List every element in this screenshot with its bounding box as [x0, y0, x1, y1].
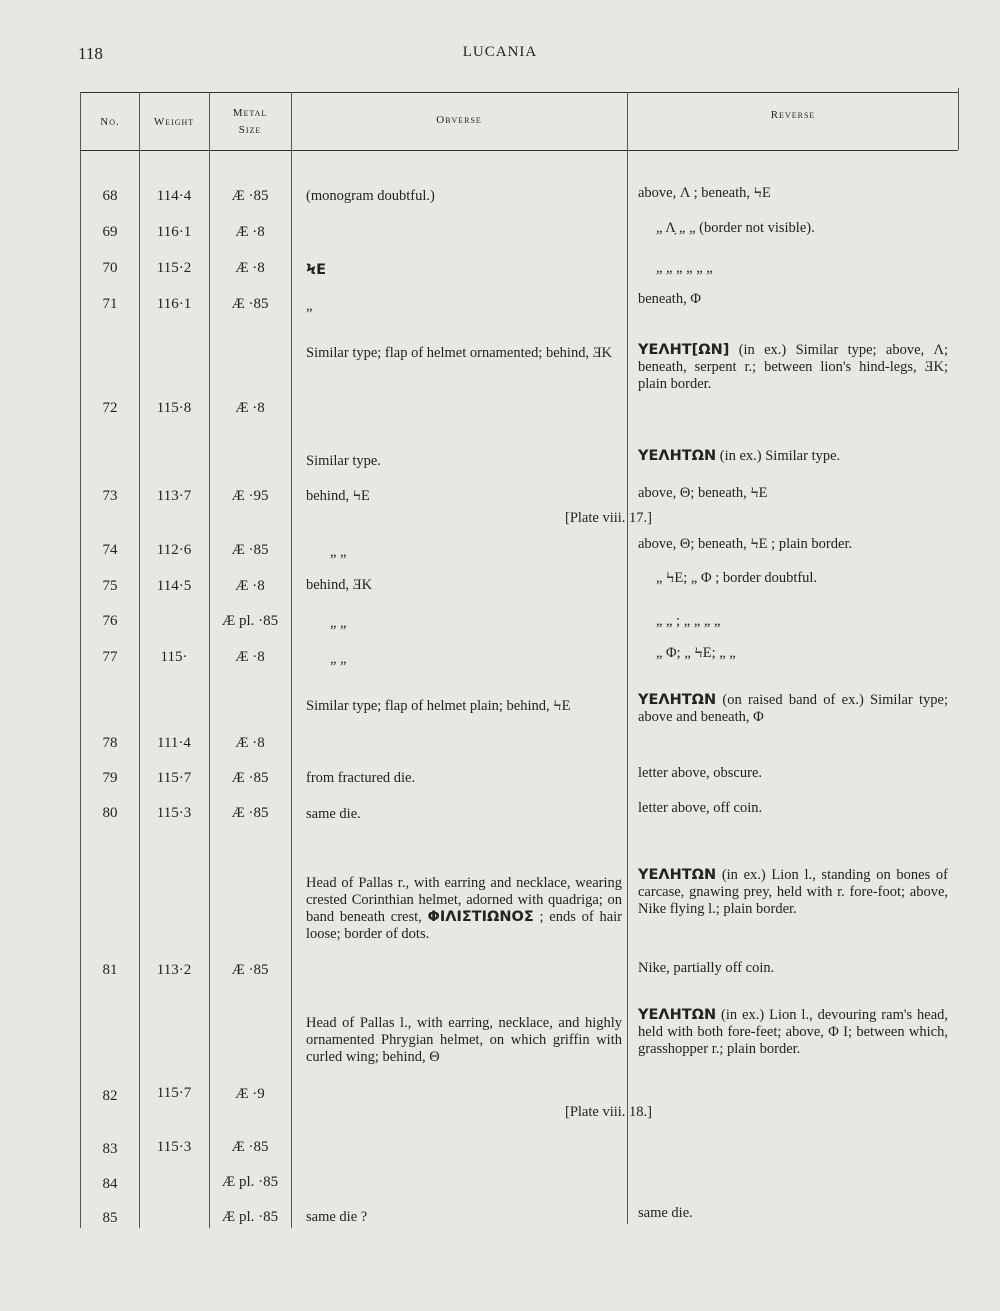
row-no: 81	[102, 962, 118, 978]
column-rule-metal	[291, 92, 292, 1228]
row-no: 85	[102, 1210, 118, 1226]
obverse-74: „ „	[330, 544, 347, 560]
row-metal: Æ pl. ·85	[221, 613, 279, 629]
row-no: 68	[102, 188, 118, 204]
obverse-73: behind, ϞΕ	[306, 488, 370, 504]
row-no: 80	[102, 805, 118, 821]
table-top-rule	[80, 92, 958, 93]
row-weight: 115·2	[156, 260, 192, 276]
page-number: 118	[78, 44, 103, 63]
reverse-72	[638, 342, 948, 393]
reverse-81-legend: ΥΕΛΗΤΩΝ	[638, 867, 717, 883]
row-metal: Æ ·8	[235, 224, 265, 240]
row-metal: Æ ·9	[235, 1086, 265, 1102]
obverse-76: „ „	[330, 615, 347, 631]
row-weight: 115·	[160, 649, 188, 665]
reverse-85: same die.	[638, 1205, 693, 1221]
header-no: No.	[100, 116, 120, 128]
row-weight: 115·7	[156, 1085, 192, 1101]
reverse-71: beneath, Φ	[638, 291, 701, 307]
row-weight: 115·3	[156, 805, 192, 821]
column-rule-left	[80, 92, 81, 1228]
reverse-76: „ „ ; „ „ „ „	[656, 613, 721, 629]
row-weight: 116·1	[156, 224, 192, 240]
reverse-69: „ Λ̣ „ „ (border not visible).	[656, 220, 815, 236]
reverse-79: letter above, obscure.	[638, 765, 763, 781]
obverse-81-legend: ΦΙΛΙΣΤΙΩΝΟΣ	[427, 909, 534, 925]
reverse-81-text: (in ex.) Lion l., standing on bones of carcase, gnawing prey, held with r. fore-foot; above, Nike flying l.; plain border.	[638, 867, 948, 917]
header-metal: Metal	[232, 107, 268, 119]
reverse-78-legend: ΥΕΛΗΤΩΝ	[638, 692, 717, 708]
row-weight: 113·7	[156, 488, 192, 504]
row-metal: Æ ·85	[231, 296, 269, 312]
row-no: 71	[102, 296, 118, 312]
obverse-77: „ „	[330, 651, 347, 667]
row-metal: Æ ·8	[235, 735, 265, 751]
row-no: 78	[102, 735, 118, 751]
row-no: 83	[102, 1141, 118, 1157]
obverse-81	[306, 875, 622, 943]
reverse-75: „ ϞΕ; „ Φ ; border doubtful.	[656, 570, 818, 586]
row-no: 70	[102, 260, 118, 276]
header-size: Size	[238, 124, 262, 136]
obverse-81-text: Head of Pallas r., with earring and necklace, wearing crested Corinthian helmet, adorned with quadriga; on band beneath crest,	[306, 875, 622, 925]
obverse-73-type: Similar type.	[306, 453, 381, 469]
row-weight: 114·5	[156, 578, 192, 594]
obverse-81-text-end: ; ends of hair loose; border of dots.	[306, 909, 622, 942]
row-metal: Æ pl. ·85	[221, 1174, 279, 1190]
row-no: 82	[102, 1088, 118, 1104]
row-no: 84	[102, 1176, 118, 1192]
obverse-70: ϞΕ	[306, 262, 327, 278]
reverse-77: „ Φ; „ ϞΕ; „ „	[656, 645, 736, 661]
reverse-73-type	[638, 448, 948, 465]
obverse-82: Head of Pallas l., with earring, necklace, and highly ornamented Phrygian helmet, on which griffin with curled wing; behind, Θ	[306, 1015, 622, 1065]
reverse-74: above, Θ; beneath, ϞΕ ; plain border.	[638, 536, 853, 552]
row-weight: 115·8	[156, 400, 192, 416]
reverse-72-text: (in ex.) Similar type; above, Λ; beneath, serpent r.; between lion's hind-legs, ƎΚ; plain border.	[638, 342, 949, 392]
row-weight: 113·2	[156, 962, 192, 978]
row-metal: Æ ·8	[235, 578, 265, 594]
row-metal: Æ ·85	[231, 805, 269, 821]
table-header-rule	[80, 150, 958, 151]
row-weight: 112·6	[156, 542, 192, 558]
row-no: 73	[102, 488, 118, 504]
reverse-73-legend: ΥΕΛΗΤΩΝ	[638, 448, 717, 464]
obverse-79: from fractured die.	[306, 770, 416, 786]
plate-reference: [Plate viii. 18.]	[565, 1104, 652, 1120]
obverse-68: (monogram doubtful.)	[306, 188, 435, 204]
row-weight: 115·7	[156, 770, 192, 786]
reverse-78	[638, 692, 948, 726]
reverse-72-legend: ΥΕΛΗΤ[ΩΝ]	[638, 342, 730, 358]
reverse-82-text: (in ex.) Lion l., devouring ram's head, held with both fore-feet; above, Φ Ι; between which, grasshopper r.; plain border.	[638, 1007, 949, 1057]
row-metal: Æ ·8	[235, 400, 265, 416]
row-no: 74	[102, 542, 118, 558]
reverse-81	[638, 867, 948, 918]
row-metal: Æ ·85	[231, 542, 269, 558]
reverse-78-text: (on raised band of ex.) Similar type; above and beneath, Φ	[638, 692, 948, 725]
row-weight: 114·4	[156, 188, 192, 204]
row-no: 75	[102, 578, 118, 594]
reverse-80: letter above, off coin.	[638, 800, 763, 816]
row-no: 79	[102, 770, 118, 786]
row-metal: Æ ·8	[235, 260, 265, 276]
running-head: LUCANIA	[462, 44, 538, 60]
row-no: 69	[102, 224, 118, 240]
header-obverse: Obverse	[436, 114, 482, 126]
row-metal: Æ ·8	[235, 649, 265, 665]
obverse-75: behind, ƎΚ	[306, 577, 373, 593]
row-no: 72	[102, 400, 118, 416]
obverse-71: „	[306, 298, 313, 314]
header-weight: Weight	[153, 116, 195, 128]
obverse-72: Similar type; flap of helmet ornamented; behind, ƎΚ	[306, 345, 613, 361]
header-reverse: Reverse	[770, 109, 816, 121]
obverse-78: Similar type; flap of helmet plain; behind, ϞΕ	[306, 698, 571, 714]
row-metal: Æ pl. ·85	[221, 1209, 279, 1225]
reverse-73: above, Θ; beneath, ϞΕ	[638, 485, 768, 501]
row-weight: 115·3	[156, 1139, 192, 1155]
plate-reference: [Plate viii. 17.]	[565, 510, 652, 526]
reverse-82	[638, 1007, 948, 1058]
obverse-80: same die.	[306, 806, 361, 822]
reverse-73-type-text: (in ex.) Similar type.	[719, 448, 841, 464]
reverse-70: „ „ „ „ „ „	[656, 260, 713, 276]
row-metal: Æ ·85	[231, 1139, 269, 1155]
row-metal: Æ ·85	[231, 770, 269, 786]
reverse-82-legend: ΥΕΛΗΤΩΝ	[638, 1007, 717, 1023]
row-no: 76	[102, 613, 118, 629]
row-metal: Æ ·85	[231, 188, 269, 204]
reverse-81-note: Nike, partially off coin.	[638, 960, 775, 976]
row-weight: 111·4	[157, 735, 191, 751]
obverse-85: same die ?	[306, 1209, 368, 1225]
reverse-68: above, Λ ; beneath, ϞΕ	[638, 185, 771, 201]
column-rule-right	[958, 88, 959, 150]
row-metal: Æ ·95	[231, 488, 269, 504]
row-weight: 116·1	[156, 296, 192, 312]
row-no: 77	[102, 649, 118, 665]
row-metal: Æ ·85	[231, 962, 269, 978]
